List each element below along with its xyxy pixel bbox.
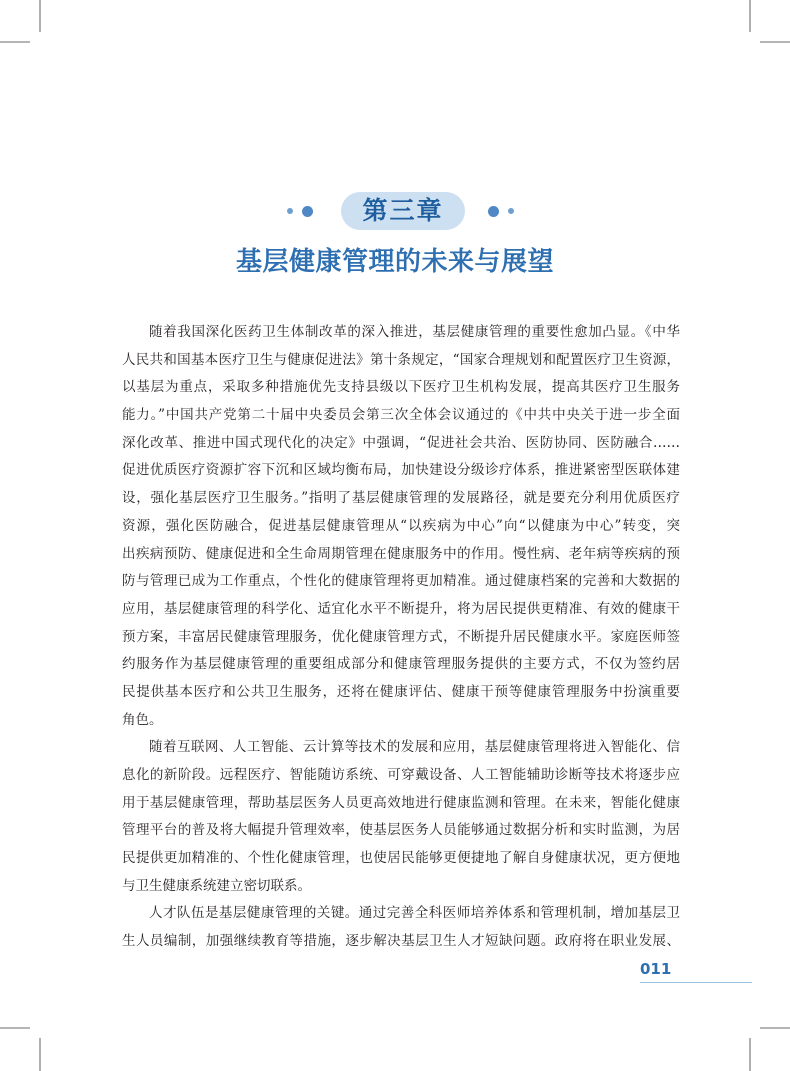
body-line: 约服务作为基层健康管理的重要组成部分和健康管理服务提供的主要方式，不仅为签约居 <box>122 656 680 673</box>
body-line: 息化的新阶段。远程医疗、智能随访系统、可穿戴设备、人工智能辅助诊断等技术将逐步应 <box>122 767 680 783</box>
dot-ornament-left-big <box>302 206 313 217</box>
body-line: 民提供基本医疗和公共卫生服务，还将在健康评估、健康干预等健康管理服务中扮演重要 <box>122 683 680 700</box>
body-line: 用于基层健康管理，帮助基层医务人员更高效地进行健康监测和管理。在未来，智能化健康 <box>122 794 680 811</box>
body-line: 民提供更加精准的、个性化健康管理，也使居民能够更便捷地了解自身健康状况，更方便地 <box>122 850 680 867</box>
body-line: 防与管理已成为工作重点，个性化的健康管理将更加精准。通过健康档案的完善和大数据的 <box>122 573 680 590</box>
body-text <box>122 319 680 956</box>
body-line: 以基层为重点，采取多种措施优先支持县级以下医疗卫生机构发展，提高其医疗卫生服务 <box>122 379 680 396</box>
body-line: 预方案，丰富居民健康管理服务，优化健康管理方式，不断提升居民健康水平。家庭医师签 <box>122 628 680 645</box>
body-line: 资源，强化医防融合，促进基层健康管理从“以疾病为中心”向“以健康为中心”转变，突 <box>122 517 680 534</box>
body-line: 管理平台的普及将大幅提升管理效率，使基层医务人员能够通过数据分析和实时监测，为居 <box>122 822 680 839</box>
dot-ornament-right-big <box>488 206 499 217</box>
chapter-badge: 第三章 <box>341 192 465 230</box>
body-line: 随着互联网、人工智能、云计算等技术的发展和应用，基层健康管理将进入智能化、信 <box>149 739 680 756</box>
chapter-heading <box>0 192 790 230</box>
body-line: 人才队伍是基层健康管理的关键。通过完善全科医师培养体系和管理机制，增加基层卫 <box>149 905 680 922</box>
body-line: 随着我国深化医药卫生体制改革的深入推进，基层健康管理的重要性愈加凸显。《中华 <box>149 324 680 340</box>
dot-ornament-right-small <box>508 208 514 214</box>
page-number: 011 <box>640 960 672 978</box>
body-line: 深化改革、推进中国式现代化的决定》中强调，“促进社会共治、医防协同、医防融合…… <box>122 434 680 451</box>
body-line: 角色。 <box>122 711 163 728</box>
body-line: 能力。”中国共产党第二十届中央委员会第三次全体会议通过的《中共中央关于进一步全面 <box>122 407 680 424</box>
body-line: 与卫生健康系统建立密切联系。 <box>122 877 311 894</box>
paragraph <box>122 900 680 955</box>
body-line: 促进优质医疗资源扩容下沉和区域均衡布局，加快建设分级诊疗体系，推进紧密型医联体建 <box>122 462 680 479</box>
dot-ornament-left-small <box>287 208 293 214</box>
body-line: 出疾病预防、健康促进和全生命周期管理在健康服务中的作用。慢性病、老年病等疾病的预 <box>122 545 680 562</box>
chapter-title: 基层健康管理的未来与展望 <box>235 247 554 277</box>
paragraph <box>122 734 680 900</box>
body-line: 人民共和国基本医疗卫生与健康促进法》第十条规定，“国家合理规划和配置医疗卫生资源， <box>122 351 680 368</box>
page-number-rule <box>640 982 752 983</box>
body-line: 生人员编制，加强继续教育等措施，逐步解决基层卫生人才短缺问题。政府将在职业发展、 <box>122 933 680 950</box>
paragraph <box>122 319 680 734</box>
body-line: 设，强化基层医疗卫生服务。”指明了基层健康管理的发展路径，就是要充分利用优质医疗 <box>122 490 680 507</box>
body-line: 应用，基层健康管理的科学化、适宜化水平不断提升，将为居民提供更精准、有效的健康干 <box>122 600 680 617</box>
